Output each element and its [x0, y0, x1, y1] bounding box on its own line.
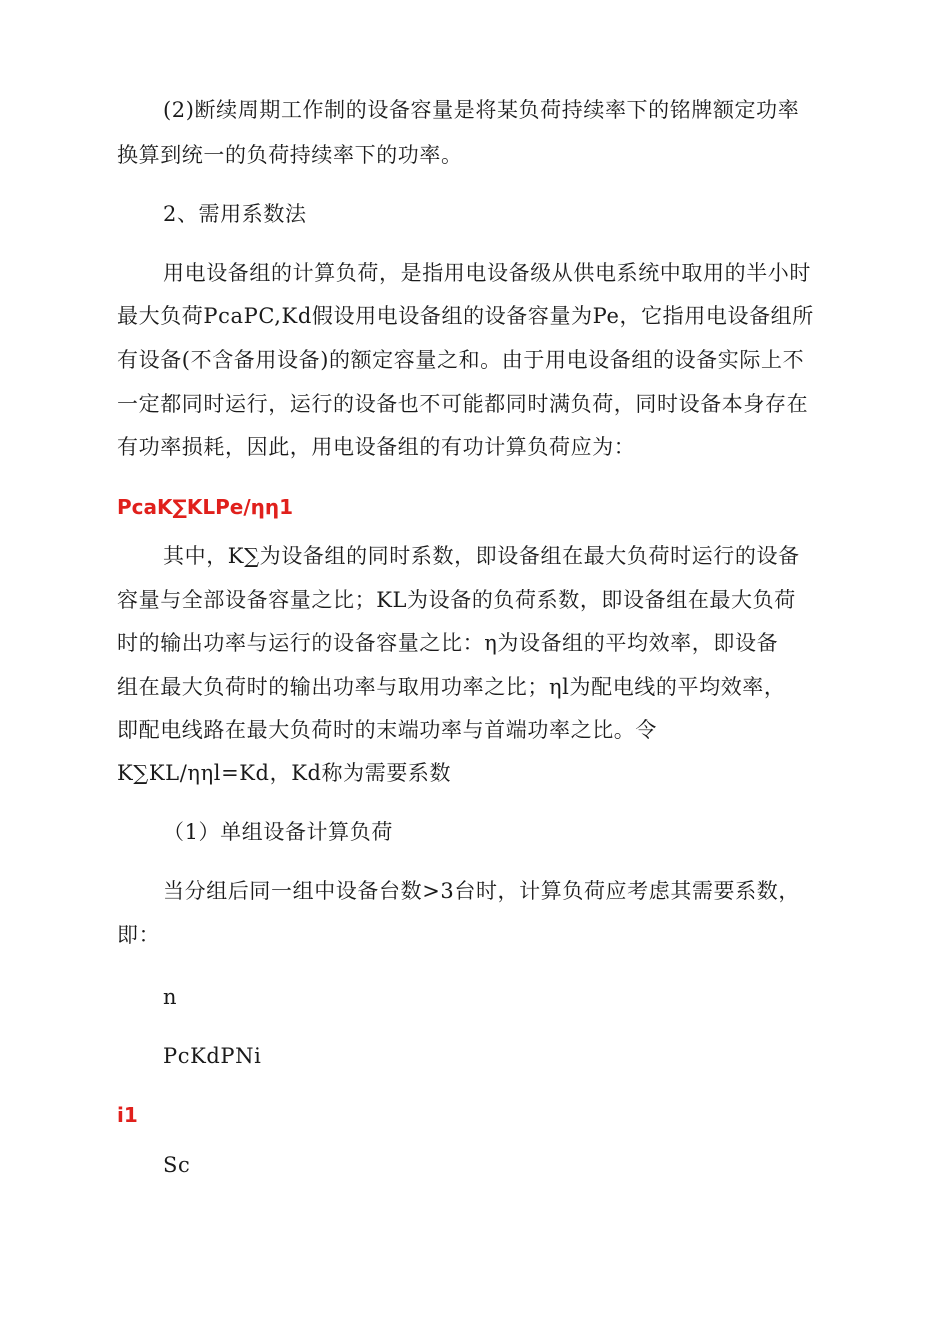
formula-lower-limit: i1 — [117, 1103, 138, 1127]
paragraph-line-11: 组在最大负荷时的输出功率与取用功率之比；ηl为配电线的平均效率， — [117, 675, 786, 699]
paragraph-line-3: 用电设备组的计算负荷，是指用电设备级从供电系统中取用的半小时 — [163, 261, 811, 285]
subsection-heading: （1）单组设备计算负荷 — [163, 820, 393, 844]
paragraph-line-1: (2)断续周期工作制的设备容量是将某负荷持续率下的铭牌额定功率 — [163, 98, 800, 122]
paragraph-line-2: 换算到统一的负荷持续率下的功率。 — [117, 143, 463, 167]
section-heading: 2、需用系数法 — [163, 202, 307, 226]
paragraph-line-7: 有功率损耗，因此，用电设备组的有功计算负荷应为： — [117, 435, 636, 459]
formula-sc: Sc — [163, 1153, 191, 1177]
paragraph-line-13: K∑KL/ηηl=Kd，Kd称为需要系数 — [117, 761, 452, 785]
formula-upper-limit: n — [163, 985, 178, 1009]
paragraph-line-14: 当分组后同一组中设备台数>3台时，计算负荷应考虑其需要系数， — [163, 879, 800, 903]
paragraph-line-6: 一定都同时运行，运行的设备也不可能都同时满负荷，同时设备本身存在 — [117, 392, 809, 416]
formula-pc: PcKdPNi — [163, 1044, 262, 1068]
paragraph-line-5: 有设备(不含备用设备)的额定容量之和。由于用电设备组的设备实际上不 — [117, 348, 805, 372]
paragraph-line-10: 时的输出功率与运行的设备容量之比：η为设备组的平均效率，即设备 — [117, 631, 779, 655]
paragraph-line-12: 即配电线路在最大负荷时的末端功率与首端功率之比。令 — [117, 718, 657, 742]
paragraph-line-9: 容量与全部设备容量之比；KL为设备的负荷系数，即设备组在最大负荷 — [117, 588, 796, 612]
paragraph-line-15: 即： — [117, 923, 161, 947]
paragraph-line-8: 其中，K∑为设备组的同时系数，即设备组在最大负荷时运行的设备 — [163, 544, 800, 568]
paragraph-line-4: 最大负荷PcaPC,Kd假设用电设备组的设备容量为Pe，它指用电设备组所 — [117, 304, 814, 328]
formula-load: PcaK∑KLPe/ηη1 — [117, 495, 294, 519]
